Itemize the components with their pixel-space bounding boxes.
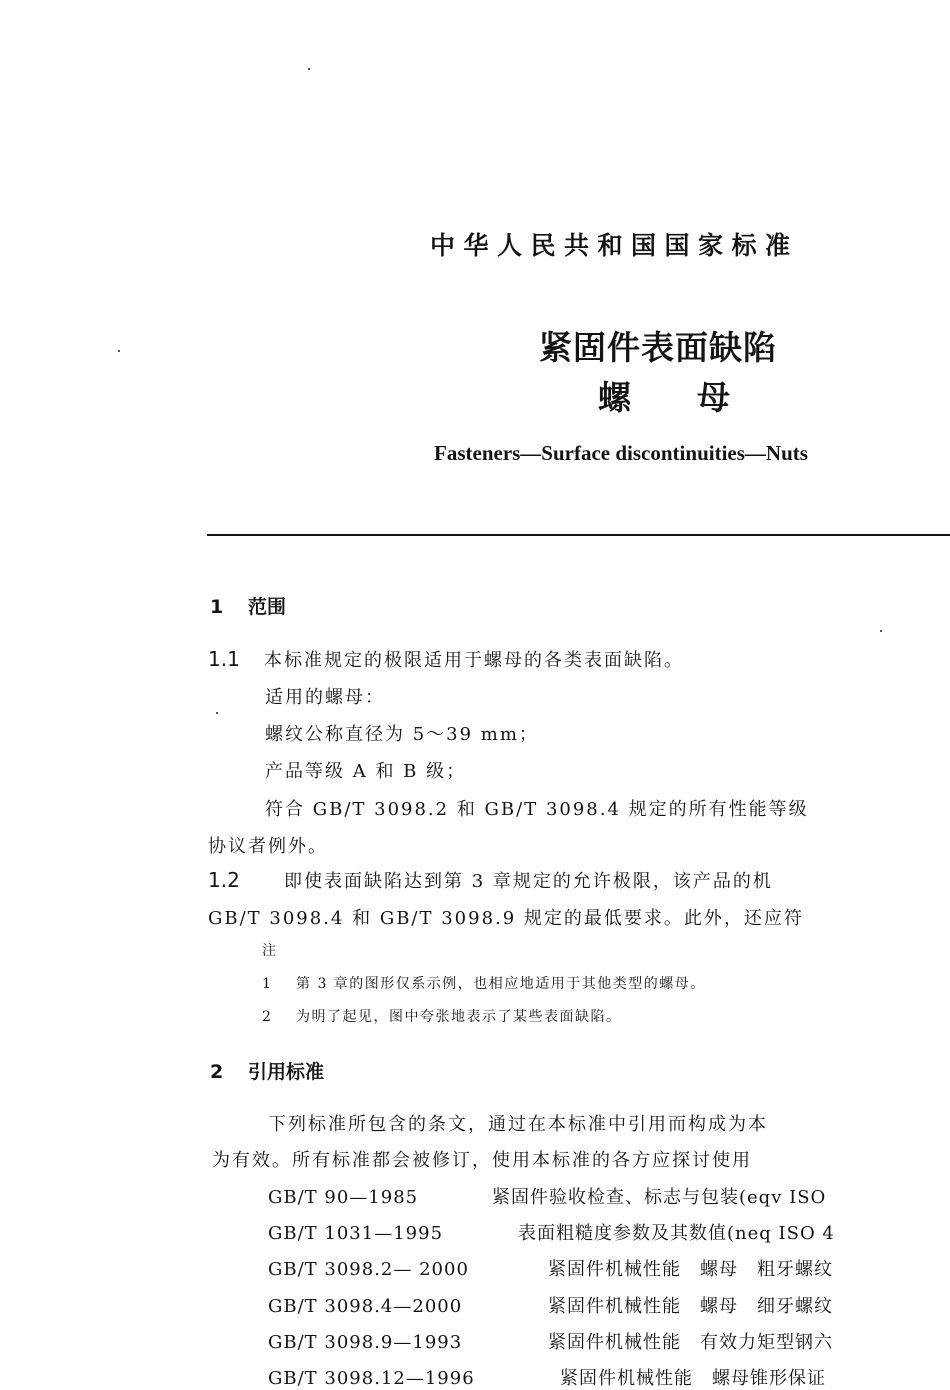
reference-item	[268, 1219, 835, 1245]
reference-item	[268, 1183, 826, 1209]
body-line: 下列标准所包含的条文，通过在本标准中引用而构成为本	[268, 1114, 768, 1135]
body-line: 螺纹公称直径为 5～39 mm；	[265, 724, 539, 745]
note-label: 注	[262, 943, 278, 959]
reference-code: GB/T 1031—1995	[268, 1223, 444, 1244]
document-title-english: Fasteners—Surface discontinuities—Nuts	[434, 441, 808, 465]
body-line: 协议者例外。	[208, 836, 328, 857]
reference-title: 紧固件机械性能 螺母 粗牙螺纹	[548, 1259, 833, 1280]
section-title: 范围	[248, 596, 287, 618]
note-text: 为明了起见，图中夸张地表示了某些表面缺陷。	[296, 1009, 622, 1025]
section-1-heading	[210, 592, 286, 619]
section-number: 2	[210, 1061, 224, 1083]
national-standard-heading: 中华人民共和国国家标准	[430, 231, 799, 260]
clause-text: 本标准规定的极限适用于螺母的各类表面缺陷。	[264, 650, 684, 671]
body-line: 为有效。所有标准都会被修订，使用本标准的各方应探讨使用	[212, 1150, 752, 1171]
note-number: 2	[262, 1009, 273, 1025]
clause-1-1	[208, 646, 684, 672]
note-item	[262, 1006, 622, 1026]
clause-text: 即使表面缺陷达到第 3 章规定的允许极限，该产品的机	[284, 871, 773, 892]
body-line: 产品等级 A 和 B 级；	[265, 761, 467, 782]
scan-speck	[880, 630, 882, 632]
body-line: GB/T 3098.4 和 GB/T 3098.9 规定的最低要求。此外，还应符	[208, 908, 804, 929]
reference-title: 表面粗糙度参数及其数值(neq ISO 4	[518, 1223, 835, 1244]
reference-code: GB/T 3098.4—2000	[268, 1296, 463, 1317]
header-divider	[207, 534, 950, 536]
note-number: 1	[262, 976, 273, 992]
reference-title: 紧固件验收检查、标志与包装(eqv ISO	[492, 1187, 827, 1208]
scan-speck	[216, 712, 218, 714]
scan-speck	[118, 350, 120, 352]
section-title: 引用标准	[248, 1061, 325, 1083]
reference-code: GB/T 3098.12—1996	[268, 1368, 475, 1389]
reference-item	[268, 1255, 833, 1281]
reference-title: 紧固件机械性能 螺母 细牙螺纹	[548, 1296, 833, 1317]
note-item	[262, 973, 706, 993]
section-number: 1	[210, 596, 224, 618]
document-title: 紧固件表面缺陷	[539, 328, 777, 367]
reference-item	[268, 1328, 833, 1354]
scan-speck	[308, 68, 310, 70]
reference-title: 紧固件机械性能 螺母锥形保证	[560, 1368, 826, 1389]
section-2-heading	[210, 1057, 324, 1084]
reference-code: GB/T 90—1985	[268, 1187, 419, 1208]
clause-number: 1.1	[208, 647, 240, 671]
body-line: 符合 GB/T 3098.2 和 GB/T 3098.4 规定的所有性能等级	[265, 799, 809, 820]
reference-code: GB/T 3098.2— 2000	[268, 1259, 469, 1280]
body-line: 适用的螺母：	[265, 687, 385, 708]
reference-code: GB/T 3098.9—1993	[268, 1332, 463, 1353]
reference-title: 紧固件机械性能 有效力矩型钢六	[548, 1332, 833, 1353]
clause-1-2	[208, 867, 773, 893]
note-text: 第 3 章的图形仅系示例，也相应地适用于其他类型的螺母。	[296, 976, 706, 992]
reference-item	[268, 1292, 833, 1318]
reference-item	[268, 1364, 826, 1390]
clause-number: 1.2	[208, 868, 240, 892]
document-subtitle: 螺母	[598, 378, 796, 417]
